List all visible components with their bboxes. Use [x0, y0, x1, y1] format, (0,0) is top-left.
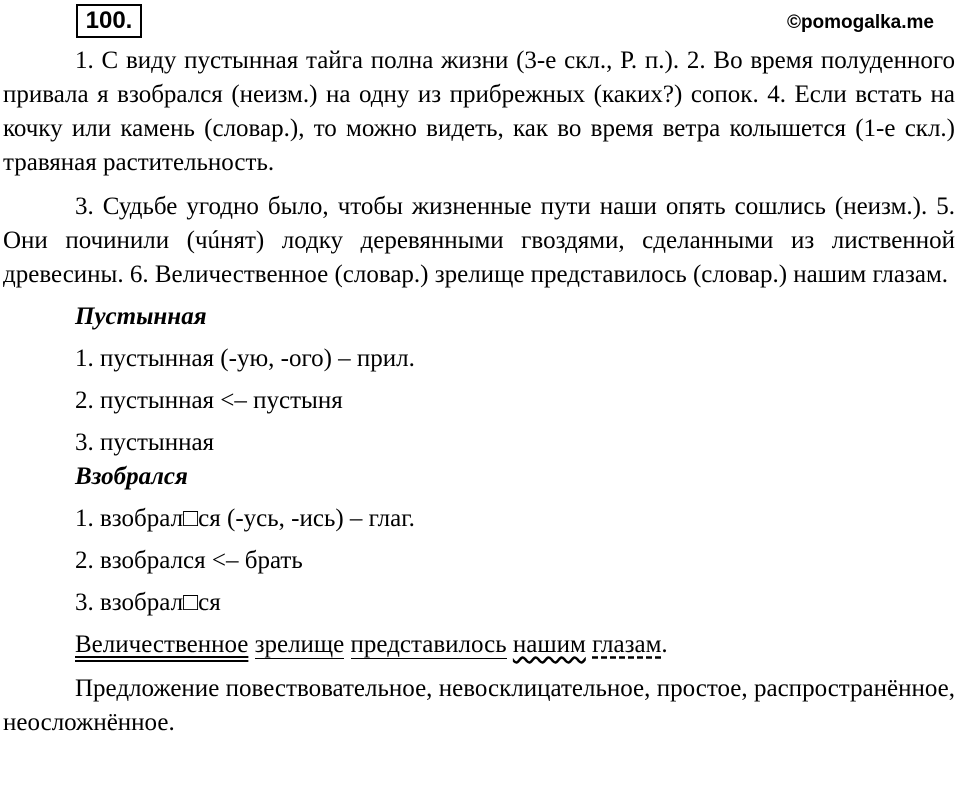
sentence-characterization: Предложение повествовательное, невосклицательное, простое, распространённое, неосложнённое. [3, 675, 955, 736]
sentence-word-attribute: нашим [512, 631, 586, 658]
watermark: ©pomogalka.me [786, 12, 934, 33]
parsed-sentence [3, 628, 955, 662]
exercise-paragraph-2: 3. Судьбе угодно было, чтобы жизненные пути наши опять сошлись (неизм.). 5. Они починили (чúнят) лодку деревянными гвоздями, сделанными из лиственной древесины. 6. Величественное (словар.) зрелище представилось (словар.) нашим глазам. [3, 193, 955, 288]
sentence-word-subject: зрелище [254, 631, 345, 658]
exercise-paragraph-1: 1. С виду пустынная тайга полна жизни (3-е скл., Р. п.). 2. Во время полуденного привала я взобрался (неизм.) на одну из прибрежных (каких?) сопок. 4. Если встать на кочку или камень (словар.), то можно видеть, как во время ветра колышется (1-е скл.) травяная растительность. [3, 47, 955, 176]
sentence-word-modifier: Величественное [75, 631, 249, 658]
document-body [3, 44, 955, 740]
sentence-end: . [661, 631, 668, 658]
analysis-line-6: 3. взобрал□ся [75, 589, 221, 616]
analysis-heading-pustynnaya: Пустынная [75, 303, 207, 330]
task-number: 100. [76, 4, 142, 38]
analysis-line-5: 2. взобрался <– брать [75, 547, 303, 574]
analysis-line-3: 3. пустынная [75, 429, 215, 456]
analysis-line-4: 1. взобрал□ся (-усь, -ись) – глаг. [75, 505, 415, 532]
analysis-heading-vzobralsya: Взобрался [75, 463, 188, 490]
analysis-line-2: 2. пустынная <– пустыня [75, 387, 343, 414]
analysis-line-1: 1. пустынная (-ую, -ого) – прил. [75, 345, 415, 372]
sentence-word-object: глазам [592, 631, 662, 658]
sentence-word-predicate: представилось [350, 631, 507, 658]
